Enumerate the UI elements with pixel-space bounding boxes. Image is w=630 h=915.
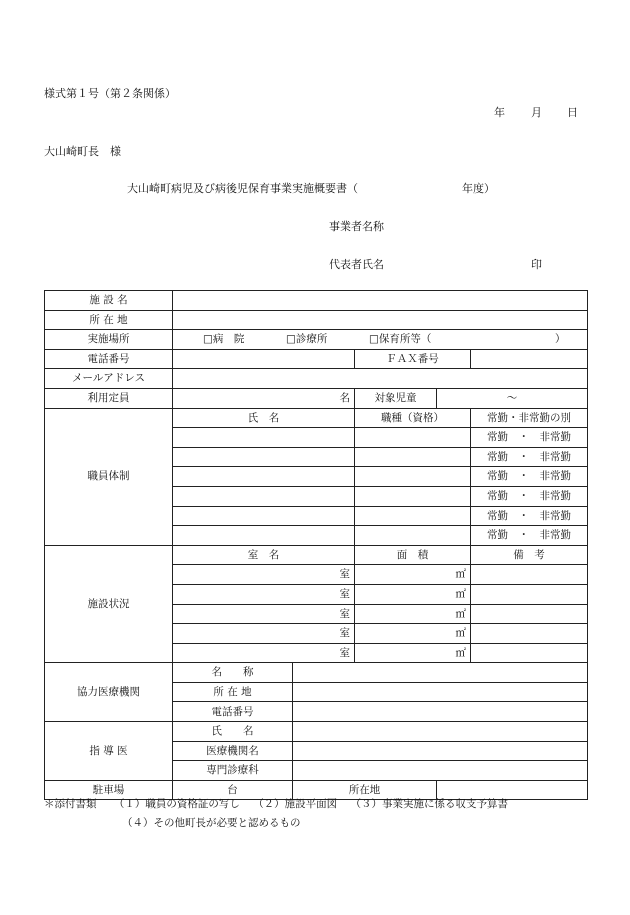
attachments-line-1 bbox=[44, 796, 508, 811]
email-field[interactable] bbox=[173, 369, 588, 389]
staff-header-row bbox=[45, 408, 588, 428]
doctor-row-name bbox=[45, 722, 588, 742]
attachment-item-4: （４）その他町長が必要と認めるもの bbox=[122, 817, 301, 829]
facility-name-field[interactable] bbox=[173, 291, 588, 311]
parking-location-label: 所在地 bbox=[293, 780, 437, 800]
address-label: 所 在 地 bbox=[45, 310, 173, 330]
seal-mark: 印 bbox=[531, 258, 542, 271]
attachment-item-3: （３）事業実施に係る収支予算書 bbox=[350, 798, 509, 810]
place-options bbox=[173, 330, 588, 350]
row-address bbox=[45, 310, 588, 330]
facility-header-row bbox=[45, 545, 588, 565]
form-number: 様式第１号（第２条関係） bbox=[44, 87, 176, 100]
parking-label: 駐車場 bbox=[45, 780, 173, 800]
notes-header: 備 考 bbox=[471, 545, 588, 565]
coop-address-label: 所 在 地 bbox=[173, 682, 293, 702]
coop-name-field[interactable] bbox=[293, 663, 588, 683]
place-nursery-checkbox[interactable]: □保育所等（ bbox=[369, 333, 432, 346]
area-cell[interactable]: ㎡ bbox=[355, 604, 471, 624]
capacity-unit[interactable]: 名 bbox=[173, 388, 355, 408]
row-capacity bbox=[45, 388, 588, 408]
room-cell[interactable]: 室 bbox=[173, 584, 355, 604]
place-close-paren: ） bbox=[555, 333, 566, 346]
parking-count-unit[interactable]: 台 bbox=[173, 780, 293, 800]
staff-label: 職員体制 bbox=[45, 408, 173, 545]
coop-address-field[interactable] bbox=[293, 682, 588, 702]
attachments-label: ＊添付書類 bbox=[44, 798, 97, 810]
area-cell[interactable]: ㎡ bbox=[355, 565, 471, 585]
staff-name-cell[interactable] bbox=[173, 486, 355, 506]
staff-name-header: 氏 名 bbox=[173, 408, 355, 428]
address-field[interactable] bbox=[173, 310, 588, 330]
staff-type-cell[interactable]: 常勤 ・ 非常勤 bbox=[471, 486, 588, 506]
coop-row-name bbox=[45, 663, 588, 683]
target-children-label: 対象児童 bbox=[355, 388, 437, 408]
doctor-name-label: 氏 名 bbox=[173, 722, 293, 742]
staff-job-cell[interactable] bbox=[355, 428, 471, 448]
notes-cell[interactable] bbox=[471, 565, 588, 585]
room-cell[interactable]: 室 bbox=[173, 604, 355, 624]
representative-label: 代表者氏名 bbox=[329, 258, 384, 271]
fax-label: ＦＡＸ番号 bbox=[355, 349, 471, 369]
staff-job-header: 職種（資格） bbox=[355, 408, 471, 428]
target-children-range[interactable]: ～ bbox=[437, 388, 588, 408]
date-year-label: 年 bbox=[494, 106, 505, 119]
date-month-label: 月 bbox=[531, 106, 542, 119]
email-label: メールアドレス bbox=[45, 369, 173, 389]
facility-name-label: 施 設 名 bbox=[45, 291, 173, 311]
place-clinic-checkbox[interactable]: □診療所 bbox=[286, 333, 328, 346]
document-title-year: 年度） bbox=[462, 182, 495, 195]
room-name-header: 室 名 bbox=[173, 545, 355, 565]
room-cell[interactable]: 室 bbox=[173, 643, 355, 663]
room-cell[interactable]: 室 bbox=[173, 565, 355, 585]
notes-cell[interactable] bbox=[471, 584, 588, 604]
place-hospital-checkbox[interactable]: □病 院 bbox=[203, 333, 245, 346]
area-cell[interactable]: ㎡ bbox=[355, 643, 471, 663]
row-phone bbox=[45, 349, 588, 369]
place-label: 実施場所 bbox=[45, 330, 173, 350]
facility-status-label: 施設状況 bbox=[45, 545, 173, 663]
row-place bbox=[45, 330, 588, 350]
doctor-name-field[interactable] bbox=[293, 722, 588, 742]
phone-label: 電話番号 bbox=[45, 349, 173, 369]
room-cell[interactable]: 室 bbox=[173, 624, 355, 644]
row-facility-name bbox=[45, 291, 588, 311]
staff-type-cell[interactable]: 常勤 ・ 非常勤 bbox=[471, 526, 588, 546]
coop-name-label: 名 称 bbox=[173, 663, 293, 683]
staff-job-cell[interactable] bbox=[355, 486, 471, 506]
staff-type-cell[interactable]: 常勤 ・ 非常勤 bbox=[471, 428, 588, 448]
coop-phone-field[interactable] bbox=[293, 702, 588, 722]
notes-cell[interactable] bbox=[471, 643, 588, 663]
staff-job-cell[interactable] bbox=[355, 506, 471, 526]
area-cell[interactable]: ㎡ bbox=[355, 624, 471, 644]
staff-name-cell[interactable] bbox=[173, 447, 355, 467]
coop-institution-label: 協力医療機関 bbox=[45, 663, 173, 722]
staff-type-cell[interactable]: 常勤 ・ 非常勤 bbox=[471, 447, 588, 467]
staff-name-cell[interactable] bbox=[173, 526, 355, 546]
staff-job-cell[interactable] bbox=[355, 447, 471, 467]
attachment-item-1: （１）職員の資格証の写し bbox=[113, 798, 240, 810]
staff-type-cell[interactable]: 常勤 ・ 非常勤 bbox=[471, 506, 588, 526]
doctor-department-label: 専門診療科 bbox=[173, 761, 293, 781]
notes-cell[interactable] bbox=[471, 624, 588, 644]
staff-type-header: 常勤・非常勤の別 bbox=[471, 408, 588, 428]
staff-name-cell[interactable] bbox=[173, 467, 355, 487]
phone-field[interactable] bbox=[173, 349, 355, 369]
doctor-institution-field[interactable] bbox=[293, 741, 588, 761]
fax-field[interactable] bbox=[471, 349, 588, 369]
staff-name-cell[interactable] bbox=[173, 506, 355, 526]
staff-job-cell[interactable] bbox=[355, 467, 471, 487]
date-day-label: 日 bbox=[567, 106, 578, 119]
addressee: 大山崎町長 様 bbox=[44, 145, 121, 158]
document-title: 大山崎町病児及び病後児保育事業実施概要書（ bbox=[127, 182, 358, 195]
doctor-institution-label: 医療機関名 bbox=[173, 741, 293, 761]
doctor-department-field[interactable] bbox=[293, 761, 588, 781]
staff-name-cell[interactable] bbox=[173, 428, 355, 448]
doctor-label: 指 導 医 bbox=[45, 722, 173, 781]
coop-phone-label: 電話番号 bbox=[173, 702, 293, 722]
attachment-item-2: （２）施設平面図 bbox=[253, 798, 338, 810]
operator-name-label: 事業者名称 bbox=[329, 220, 384, 233]
row-email bbox=[45, 369, 588, 389]
notes-cell[interactable] bbox=[471, 604, 588, 624]
overview-form-table bbox=[44, 290, 588, 800]
staff-job-cell[interactable] bbox=[355, 526, 471, 546]
area-header: 面 積 bbox=[355, 545, 471, 565]
area-cell[interactable]: ㎡ bbox=[355, 584, 471, 604]
staff-type-cell[interactable]: 常勤 ・ 非常勤 bbox=[471, 467, 588, 487]
capacity-label: 利用定員 bbox=[45, 388, 173, 408]
